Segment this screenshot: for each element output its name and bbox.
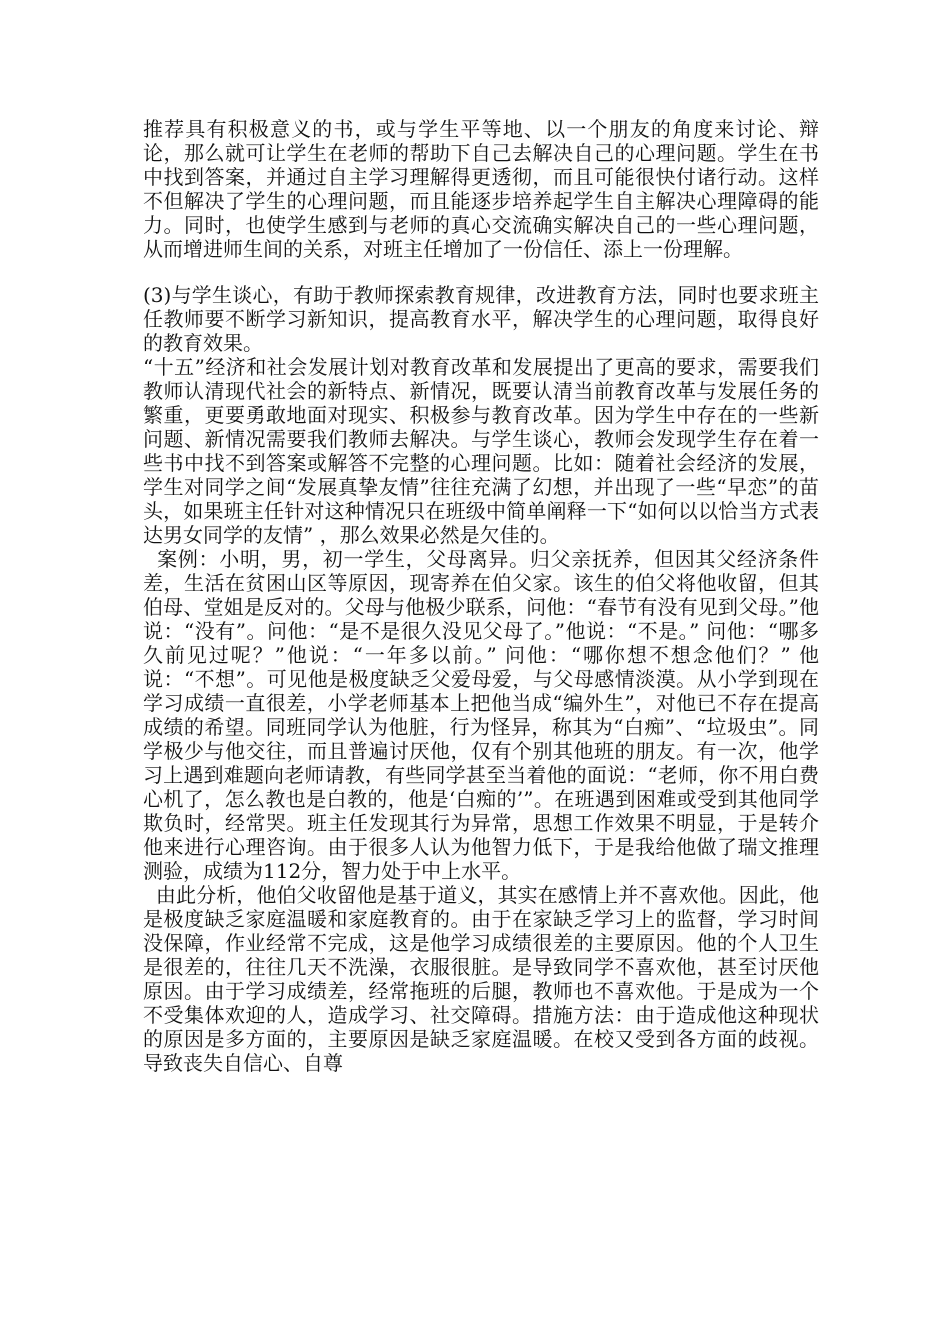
paragraph-analysis: 由此分析，他伯父收留他是基于道义，其实在感情上并不喜欢他。因此，他是极度缺乏家庭温暖和家庭教育的。由于在家缺乏学习上的监督，学习时间没保障，作业经常不完成，这是他学习成绩很差的主要原因。他的个人卫生是很差的，往往几天不洗澡，衣服很脏。是导致同学不喜欢他，甚至讨厌他原因。由于学习成绩差，经常拖班的后腿，教师也不喜欢他。于是成为一个不受集体欢迎的人，造成学习、社交障碍。措施方法：由于造成他这种现状的原因是多方面的，主要原因是缺乏家庭温暖。在校又受到各方面的歧视。导致丧失自信心、自尊 [143, 883, 820, 1075]
paragraph-fifteenth-plan: “十五”经济和社会发展计划对教育改革和发展提出了更高的要求，需要我们教师认清现代社会的新特点、新情况，既要认清当前教育改革与发展任务的繁重，更要勇敢地面对现实、积极参与教育改革。因为学生中存在的一些新问题、新情况需要我们教师去解决。与学生谈心，教师会发现学生存在着一些书中找不到答案或解答不完整的心理问题。比如：随着社会经济的发展，学生对同学之间“发展真挚友情”往往充满了幻想，并出现了一些“早恋”的苗头，如果班主任针对这种情况只在班级中简单阐释一下“如何以以恰当方式表达男女同学的友情” ，那么效果必然是欠佳的。 [143, 355, 819, 547]
paragraph-book-recommendation: 推荐具有积极意义的书，或与学生平等地、以一个朋友的角度来讨论、辩论，那么就可让学生在老师的帮助下自己去解决自己的心理问题。学生在书中找到答案，并通过自主学习理解得更透彻，而且可能很快付诸行动。这样不但解决了学生的心理问题，而且能逐步培养起学生自主解决心理障碍的能力。同时，也使学生感到与老师的真心交流确实解决自己的一些心理问题，从而增进师生间的关系，对班主任增加了一份信任、添上一份理解。 [143, 117, 819, 261]
paragraph-case-study: 案例：小明，男，初一学生，父母离异。归父亲抚养，但因其父经济条件差，生活在贫困山区等原因，现寄养在伯父家。该生的伯父将他收留，但其伯母、堂姐是反对的。父母与他极少联系，问他：“春节有没有见到父母。”他说：“没有”。问他：“是不是很久没见父母了。”他说：“不是。” 问他：“哪多久前见过呢？”他说：“一年多以前。” 问他：“哪你想不想念他们？” 他说：“不想”。可见他是极度缺乏父爱母爱，与父母感情淡漠。从小学到现在学习成绩一直很差，小学老师基本上把他当成“编外生”，对他已不存在提高成绩的希望。同班同学认为他脏，行为怪异，称其为“白痴”、“垃圾虫”。同学极少与他交往，而且普遍讨厌他，仅有个别其他班的朋友。有一次，他学习上遇到难题向老师请教，有些同学甚至当着他的面说：“老师，你不用白费心机了，怎么教也是白教的，他是‘白痴的’”。在班遇到困难或受到其他同学欺负时，经常哭。班主任发现其行为异常，思想工作效果不明显，于是转介他来进行心理咨询。由于很多人认为他智力低下，于是我给他做了瑞文推理测验，成绩为112分，智力处于中上水平。 [143, 547, 820, 883]
paragraph-point-3: (3)与学生谈心，有助于教师探索教育规律，改进教育方法，同时也要求班主任教师要不断学习新知识，提高教育水平，解决学生的心理问题，取得良好的教育效果。 [143, 283, 819, 355]
document-page [143, 117, 819, 1075]
